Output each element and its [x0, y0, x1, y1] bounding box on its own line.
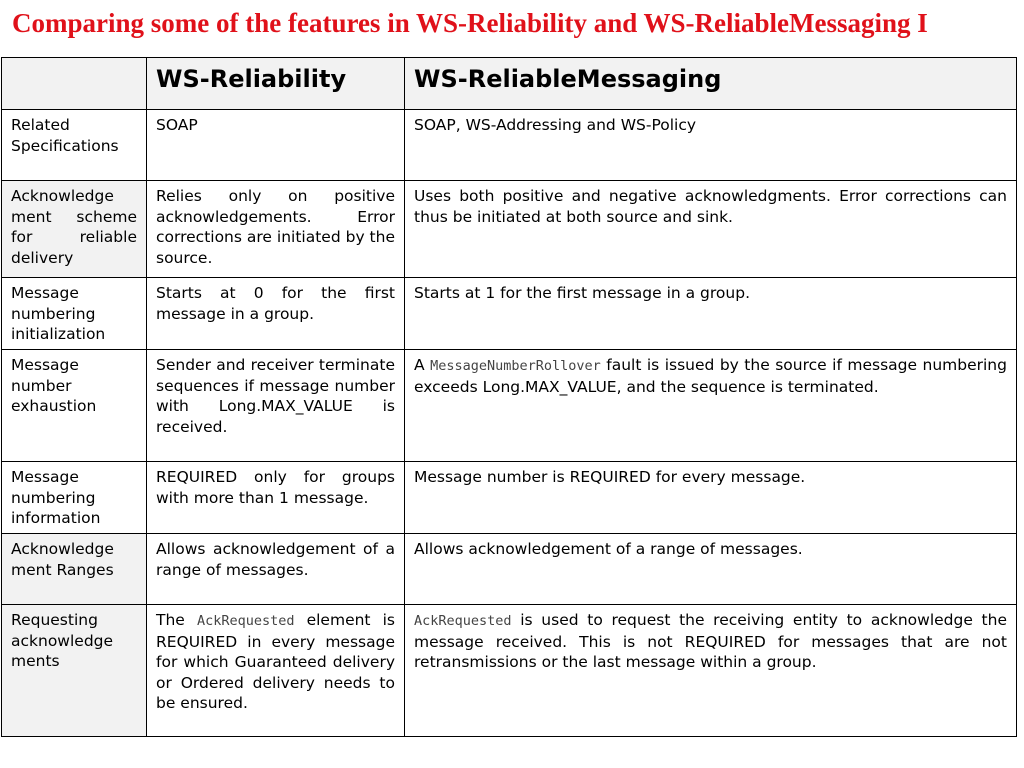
ws-rm-cell — [405, 350, 1017, 462]
ws-rm-cell: Starts at 1 for the first message in a group. — [405, 278, 1017, 350]
table-row — [2, 278, 1017, 350]
page-title: Comparing some of the features in WS-Reliability and WS-ReliableMessaging I — [12, 8, 928, 38]
table-row — [2, 605, 1017, 737]
code-message-number-rollover: MessageNumberRollover — [430, 358, 601, 374]
ws-rm-cell — [405, 605, 1017, 737]
table-row — [2, 534, 1017, 605]
feature-cell: Related Specifications — [2, 110, 147, 181]
header-cell-ws-reliablemessaging: WS-ReliableMessaging — [405, 58, 1017, 110]
feature-cell: Message numbering initialization — [2, 278, 147, 350]
header-cell-ws-reliability: WS-Reliability — [147, 58, 405, 110]
comparison-table — [1, 57, 1017, 737]
ws-reliability-suffix: element is REQUIRED in every message for which Guaranteed delivery or Ordered delivery needs to be ensured. — [156, 611, 395, 712]
code-ack-requested: AckRequested — [414, 613, 512, 629]
ws-reliability-cell: Allows acknowledgement of a range of messages. — [147, 534, 405, 605]
ws-reliability-cell — [147, 605, 405, 737]
ws-rm-prefix: A — [414, 356, 425, 374]
ws-reliability-prefix: The — [156, 611, 185, 629]
header-cell-feature — [2, 58, 147, 110]
ws-reliability-cell: SOAP — [147, 110, 405, 181]
ws-reliability-cell: Starts at 0 for the first message in a group. — [147, 278, 405, 350]
ws-rm-cell: Message number is REQUIRED for every message. — [405, 462, 1017, 534]
code-ack-requested: AckRequested — [196, 613, 295, 629]
ws-reliability-cell: Sender and receiver terminate sequences if message number with Long.MAX_VALUE is received. — [147, 350, 405, 462]
feature-cell: Requesting acknowledge ments — [2, 605, 147, 737]
feature-cell: Message numbering information — [2, 462, 147, 534]
feature-cell: Acknowledge ment scheme for reliable delivery — [2, 181, 147, 278]
table-row — [2, 110, 1017, 181]
ws-rm-suffix: is used to request the receiving entity to acknowledge the message received. This is not REQUIRED for messages that are not retransmissions or the last message within a group. — [414, 611, 1007, 671]
table-row — [2, 462, 1017, 534]
ws-rm-cell: Allows acknowledgement of a range of messages. — [405, 534, 1017, 605]
ws-rm-cell: Uses both positive and negative acknowledgments. Error corrections can thus be initiated at both source and sink. — [405, 181, 1017, 278]
ws-reliability-cell: Relies only on positive acknowledgements. Error corrections are initiated by the source. — [147, 181, 405, 278]
feature-cell: Message number exhaustion — [2, 350, 147, 462]
ws-rm-suffix: fault is issued by the source if message numbering exceeds Long.MAX_VALUE, and the sequence is terminated. — [414, 356, 1007, 396]
ws-reliability-cell: REQUIRED only for groups with more than 1 message. — [147, 462, 405, 534]
ws-rm-cell: SOAP, WS-Addressing and WS-Policy — [405, 110, 1017, 181]
header-row — [2, 58, 1017, 110]
table-row — [2, 181, 1017, 278]
table-row — [2, 350, 1017, 462]
feature-cell: Acknowledge ment Ranges — [2, 534, 147, 605]
